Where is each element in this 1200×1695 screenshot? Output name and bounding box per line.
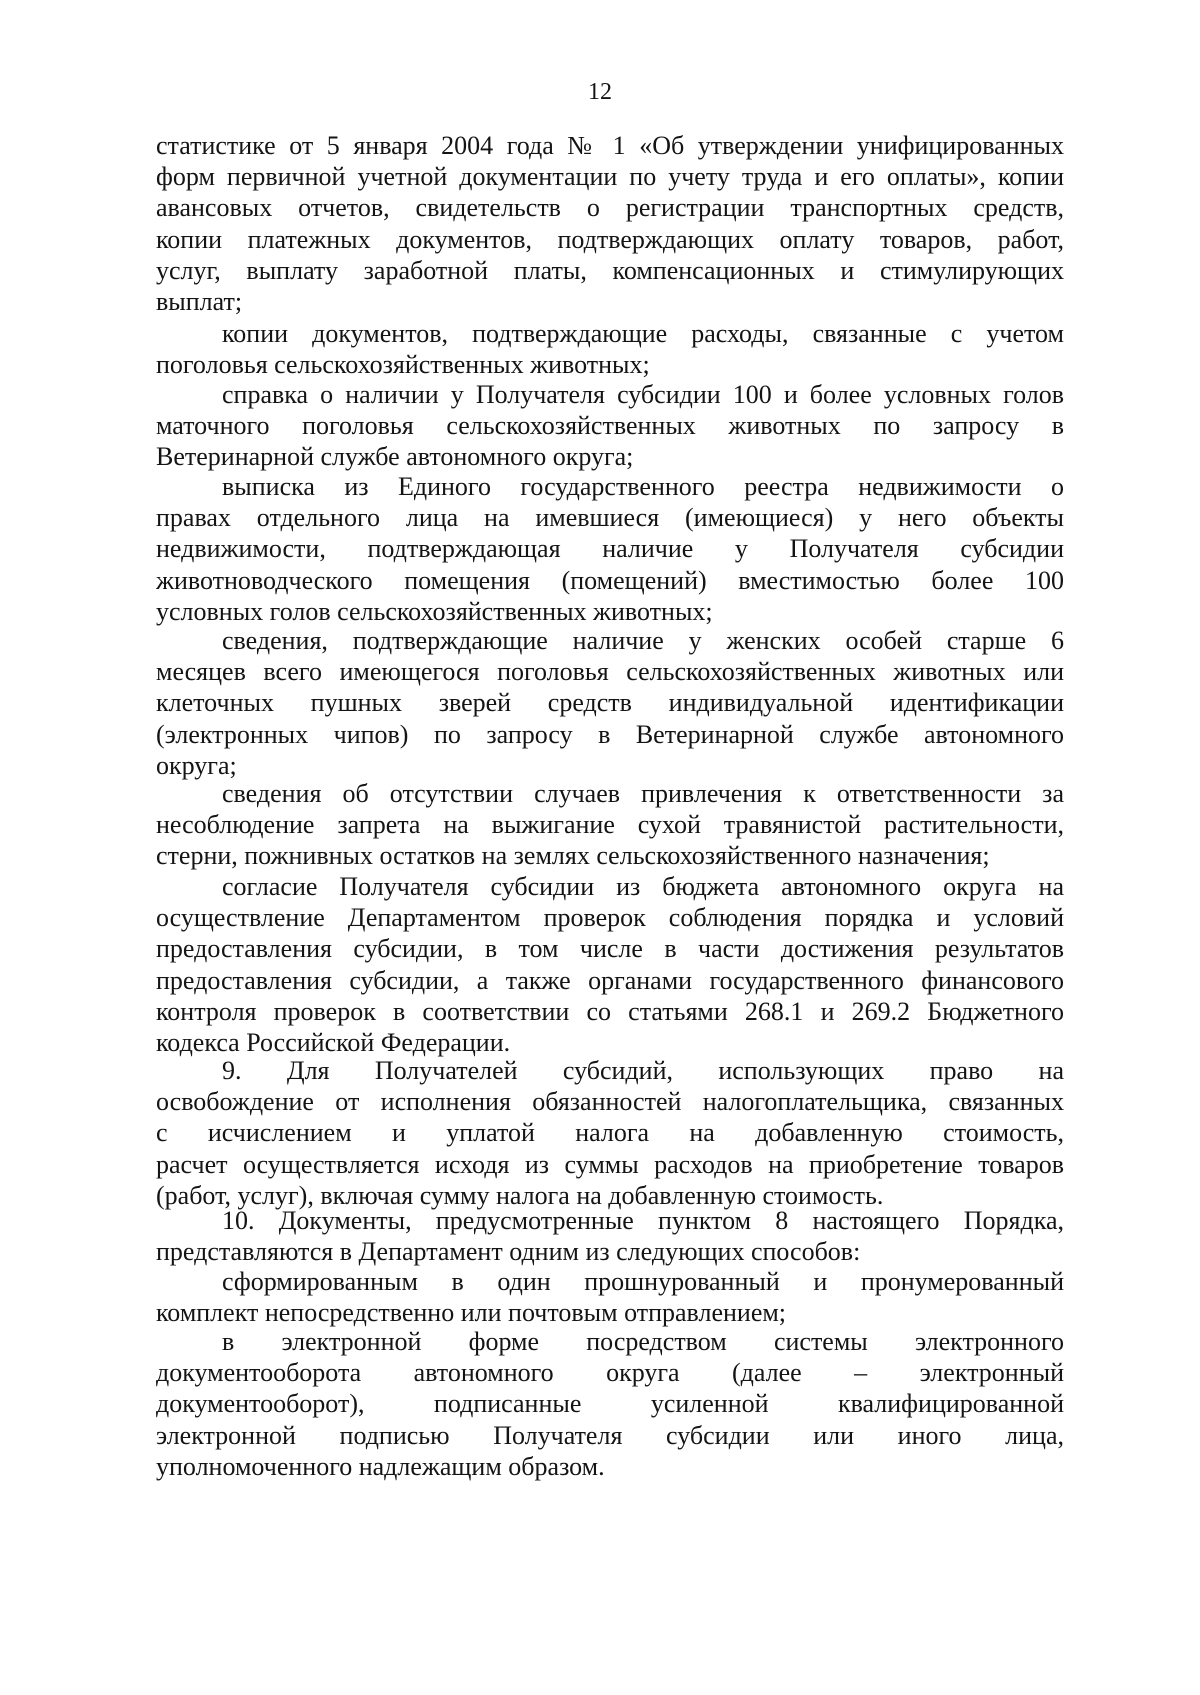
- text-line: электронной подписью Получателя субсидии или иного лица,: [156, 1420, 1064, 1450]
- text-line: сведения об отсутствии случаев привлечения к ответственности за: [222, 779, 1064, 808]
- text-line: копии документов, подтверждающие расходы, связанные с учетом: [222, 319, 1064, 348]
- text-line: справка о наличии у Получателя субсидии 100 и более условных голов: [222, 380, 1064, 409]
- text-line: контроля проверок в соответствии со статьями 268.1 и 269.2 Бюджетного: [156, 996, 1064, 1026]
- text-line: выписка из Единого государственного реестра недвижимости о: [222, 472, 1064, 501]
- text-line: форм первичной учетной документации по учету труда и его оплаты», копии: [156, 162, 1064, 192]
- text-line: клеточных пушных зверей средств индивидуальной идентификации: [156, 688, 1064, 718]
- text-line: согласие Получателя субсидии из бюджета автономного округа на: [222, 872, 1064, 901]
- text-line: сформированным в один прошнурованный и пронумерованный: [222, 1267, 1064, 1296]
- paragraph: [156, 1266, 1064, 1328]
- text-line: осуществление Департаментом проверок соблюдения порядка и условий: [156, 903, 1064, 933]
- text-line: освобождение от исполнения обязанностей налогоплательщика, связанных: [156, 1087, 1064, 1117]
- text-line: услуг, выплату заработной платы, компенсационных и стимулирующих: [156, 255, 1064, 285]
- text-line: 10. Документы, предусмотренные пунктом 8 настоящего Порядка,: [222, 1206, 1064, 1235]
- text-line: (работ, услуг), включая сумму налога на добавленную стоимость.: [156, 1180, 884, 1210]
- paragraph: [156, 625, 1064, 781]
- text-line: правах отдельного лица на имевшиеся (имеющиеся) у него объекты: [156, 503, 1064, 533]
- paragraph: [156, 471, 1064, 627]
- text-line: (электронных чипов) по запросу в Ветеринарной службе автономного: [156, 719, 1064, 749]
- text-line: недвижимости, подтверждающая наличие у Получателя субсидии: [156, 534, 1064, 564]
- text-line: расчет осуществляется исходя из суммы расходов на приобретение товаров: [156, 1149, 1064, 1179]
- text-line: Ветеринарной службе автономного округа;: [156, 442, 634, 472]
- text-line: маточного поголовья сельскохозяйственных животных по запросу в: [156, 411, 1064, 441]
- text-line: сведения, подтверждающие наличие у женских особей старше 6: [222, 626, 1064, 655]
- paragraph: [156, 1326, 1064, 1482]
- paragraph: [156, 871, 1064, 1058]
- text-line: поголовья сельскохозяйственных животных;: [156, 350, 650, 380]
- text-line: статистике от 5 января 2004 года № 1 «Об утверждении унифицированных: [156, 131, 1064, 160]
- text-line: животноводческого помещения (помещений) вместимостью более 100: [156, 565, 1064, 595]
- paragraph: [156, 1055, 1064, 1211]
- paragraph: [156, 379, 1064, 473]
- paragraph: [156, 1205, 1064, 1267]
- text-line: предоставления субсидии, в том числе в части достижения результатов: [156, 934, 1064, 964]
- text-line: округа;: [156, 750, 237, 780]
- text-line: копии платежных документов, подтверждающих оплату товаров, работ,: [156, 224, 1064, 254]
- text-line: документооборот), подписанные усиленной квалифицированной: [156, 1389, 1064, 1419]
- text-line: документооборота автономного округа (далее – электронный: [156, 1358, 1064, 1388]
- text-line: комплект непосредственно или почтовым отправлением;: [156, 1298, 787, 1328]
- text-line: 9. Для Получателей субсидий, использующих право на: [222, 1056, 1064, 1085]
- text-line: представляются в Департамент одним из следующих способов:: [156, 1237, 861, 1267]
- text-line: несоблюдение запрета на выжигание сухой травянистой растительности,: [156, 810, 1064, 840]
- paragraph: [156, 318, 1064, 380]
- page-number: 12: [588, 79, 612, 105]
- text-line: в электронной форме посредством системы электронного: [222, 1327, 1064, 1356]
- text-line: месяцев всего имеющегося поголовья сельскохозяйственных животных или: [156, 657, 1064, 687]
- text-line: с исчислением и уплатой налога на добавленную стоимость,: [156, 1118, 1064, 1148]
- text-line: условных голов сельскохозяйственных животных;: [156, 596, 713, 626]
- paragraph: [156, 778, 1064, 872]
- text-line: стерни, пожнивных остатков на землях сельскохозяйственного назначения;: [156, 841, 990, 871]
- text-line: выплат;: [156, 286, 243, 316]
- text-line: авансовых отчетов, свидетельств о регистрации транспортных средств,: [156, 193, 1064, 223]
- paragraph: [156, 130, 1064, 317]
- text-line: предоставления субсидии, а также органами государственного финансового: [156, 965, 1064, 995]
- text-line: уполномоченного надлежащим образом.: [156, 1451, 605, 1481]
- text-line: кодекса Российской Федерации.: [156, 1027, 511, 1057]
